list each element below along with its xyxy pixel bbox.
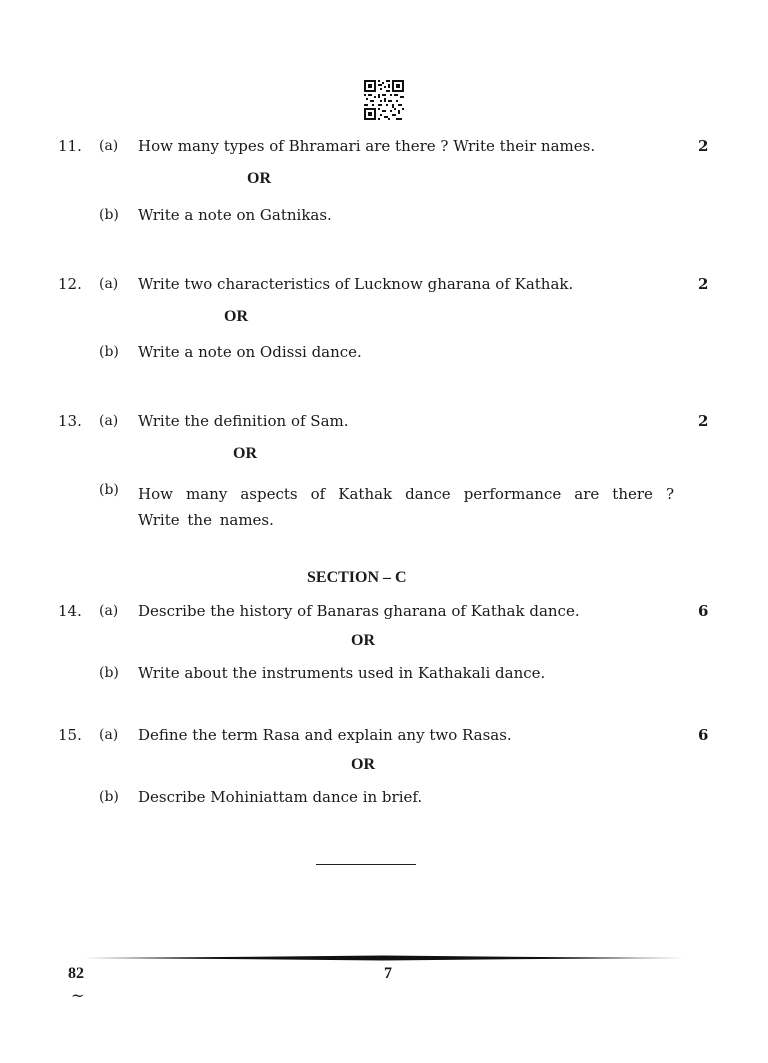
qr-code bbox=[364, 80, 404, 120]
question-text: Write a note on Odissi dance. bbox=[138, 343, 362, 361]
question-number: 13. bbox=[58, 412, 82, 430]
end-rule bbox=[316, 864, 416, 865]
question-text: How many types of Bhramari are there ? Write their names. bbox=[138, 137, 596, 155]
question-number: 14. bbox=[58, 602, 82, 620]
marks: 6 bbox=[698, 602, 709, 620]
question-text: Write the definition of Sam. bbox=[138, 412, 349, 430]
page-number: 7 bbox=[384, 965, 392, 982]
marks: 2 bbox=[698, 275, 709, 293]
or-separator: OR bbox=[233, 445, 257, 462]
question-text: Write a note on Gatnikas. bbox=[138, 206, 332, 224]
question-text: Write about the instruments used in Kathakali dance. bbox=[138, 664, 546, 682]
section-heading: SECTION – C bbox=[307, 569, 407, 586]
or-separator: OR bbox=[224, 308, 248, 325]
option-label: (a) bbox=[99, 727, 119, 743]
or-separator: OR bbox=[247, 170, 271, 187]
option-label: (a) bbox=[99, 276, 119, 292]
option-label: (b) bbox=[99, 665, 119, 681]
paper-code: 82 bbox=[68, 965, 84, 982]
marks: 2 bbox=[698, 137, 709, 155]
option-label: (b) bbox=[99, 789, 119, 805]
option-label: (b) bbox=[99, 482, 119, 498]
question-number: 12. bbox=[58, 275, 82, 293]
marks: 6 bbox=[698, 726, 709, 744]
footer-rule bbox=[84, 953, 684, 963]
or-separator: OR bbox=[351, 632, 375, 649]
question-text: Write two characteristics of Lucknow gharana of Kathak. bbox=[138, 275, 574, 293]
question-text: How many aspects of Kathak dance performance are there ? Write the names. bbox=[138, 485, 674, 529]
question-number: 11. bbox=[58, 137, 82, 155]
tilde-mark: ~ bbox=[71, 986, 85, 1005]
option-label: (a) bbox=[99, 138, 119, 154]
option-label: (b) bbox=[99, 207, 119, 223]
question-text: Define the term Rasa and explain any two Rasas. bbox=[138, 726, 512, 744]
question-number: 15. bbox=[58, 726, 82, 744]
option-label: (b) bbox=[99, 344, 119, 360]
option-label: (a) bbox=[99, 413, 119, 429]
marks: 2 bbox=[698, 412, 709, 430]
question-text: Describe the history of Banaras gharana of Kathak dance. bbox=[138, 602, 580, 620]
option-label: (a) bbox=[99, 603, 119, 619]
or-separator: OR bbox=[351, 756, 375, 773]
question-text: Describe Mohiniattam dance in brief. bbox=[138, 788, 423, 806]
